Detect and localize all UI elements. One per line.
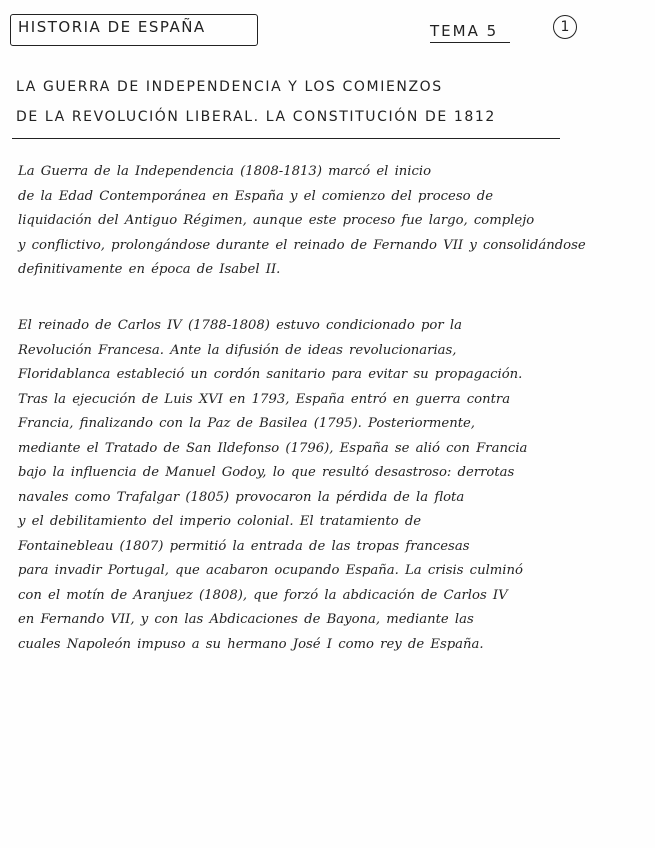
subject-title: HISTORIA DE ESPAÑA [18, 18, 206, 36]
text-line: de la Edad Contemporánea en España y el comienzo del proceso de [18, 188, 493, 204]
text-line: Fontainebleau (1807) permitió la entrada de las tropas francesas [18, 538, 470, 554]
text-line: para invadir Portugal, que acabaron ocupando España. La crisis culminó [18, 563, 523, 578]
text-line: navales como Trafalgar (1805) provocaron la pérdida de la flota [18, 489, 465, 505]
text-line: y conflictivo, prolongándose durante el reinado de Fernando VII y consolidándose [18, 237, 586, 253]
title-underline [12, 138, 560, 139]
text-line: mediante el Tratado de San Ildefonso (1796), España se alió con Francia [18, 440, 528, 456]
text-line: definitivamente en época de Isabel II. [18, 262, 281, 277]
text-line: Revolución Francesa. Ante la difusión de ideas revolucionarias, [18, 342, 457, 358]
topic-title-line-1: LA GUERRA DE INDEPENDENCIA Y LOS COMIENZOS [16, 79, 443, 95]
text-line: en Fernando VII, y con las Abdicaciones de Bayona, mediante las [18, 612, 474, 627]
text-line: cuales Napoleón impuso a su hermano José I como rey de España. [18, 636, 484, 652]
page-number: 1 [553, 15, 577, 39]
tema-underline [430, 42, 510, 43]
topic-title [16, 72, 556, 132]
paragraph-2 [18, 314, 588, 657]
topic-title-line-2: DE LA REVOLUCIÓN LIBERAL. LA CONSTITUCIÓN DE 1812 [16, 109, 496, 125]
text-line: y el debilitamiento del imperio colonial. El tratamiento de [18, 514, 422, 529]
paragraph-1 [18, 160, 588, 283]
text-line: Tras la ejecución de Luis XVI en 1793, España entró en guerra contra [18, 391, 511, 407]
text-line: El reinado de Carlos IV (1788-1808) estuvo condicionado por la [18, 318, 462, 333]
text-line: con el motín de Aranjuez (1808), que forzó la abdicación de Carlos IV [18, 587, 508, 603]
text-line: Francia, finalizando con la Paz de Basilea (1795). Posteriormente, [18, 416, 475, 431]
text-line: La Guerra de la Independencia (1808-1813) marcó el inicio [18, 164, 432, 179]
tema-label: TEMA 5 [430, 22, 499, 40]
text-line: bajo la influencia de Manuel Godoy, lo que resultó desastroso: derrotas [18, 465, 515, 480]
text-line: liquidación del Antiguo Régimen, aunque este proceso fue largo, complejo [18, 213, 535, 228]
text-line: Floridablanca estableció un cordón sanitario para evitar su propagación. [18, 367, 523, 382]
